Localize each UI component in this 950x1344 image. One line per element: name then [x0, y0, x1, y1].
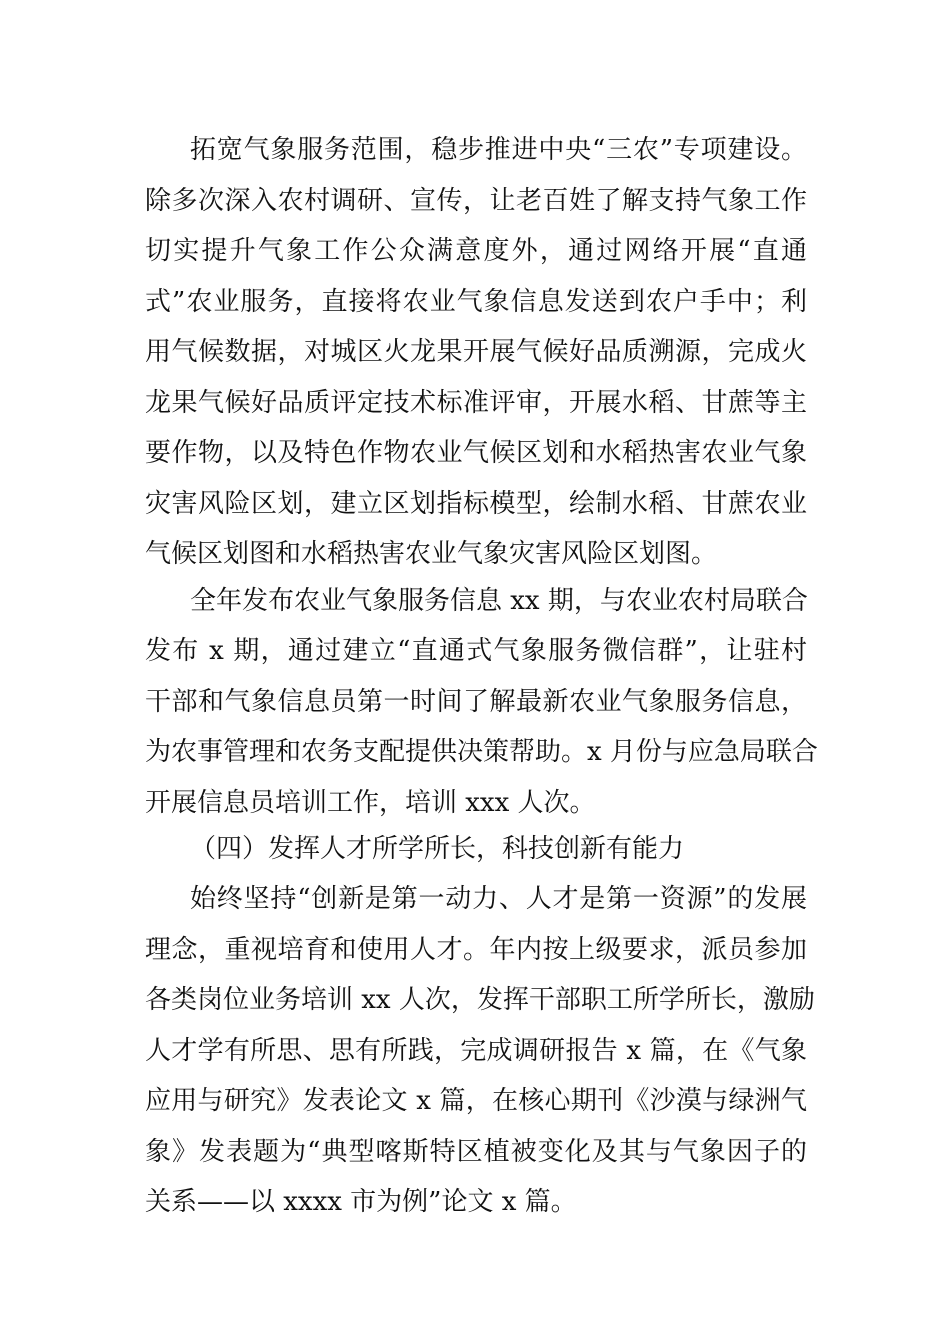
paragraph-2-line-5: 开展信息员培训工作，培训 xxx 人次。 — [145, 788, 596, 818]
paragraph-3-line-1: 始终坚持“创新是第一动力、人才是第一资源”的发展 — [190, 884, 807, 914]
paragraph-2-line-2: 发布 x 期，通过建立“直通式气象服务微信群”，让驻村 — [145, 636, 807, 666]
paragraph-1-line-3: 切实提升气象工作公众满意度外，通过网络开展“直通 — [145, 236, 807, 266]
paragraph-2-line-3: 干部和气象信息员第一时间了解最新农业气象服务信息， — [145, 687, 807, 717]
paragraph-1-line-5: 用气候数据，对城区火龙果开展气候好品质溯源，完成火 — [145, 337, 807, 367]
paragraph-2-line-1: 全年发布农业气象服务信息 xx 期，与农业农村局联合 — [190, 586, 808, 616]
paragraph-1-line-2: 除多次深入农村调研、宣传，让老百姓了解支持气象工作 — [145, 186, 807, 216]
paragraph-3-line-4: 人才学有所思、思有所践，完成调研报告 x 篇，在《气象 — [145, 1036, 807, 1066]
section-heading: （四）发挥人才所学所长，科技创新有能力 — [190, 834, 685, 864]
paragraph-3-line-7: 关系——以 xxxx 市为例”论文 x 篇。 — [145, 1187, 577, 1217]
paragraph-3-line-5: 应用与研究》发表论文 x 篇，在核心期刊《沙漠与绿洲气 — [145, 1086, 807, 1116]
paragraph-3-line-2: 理念，重视培育和使用人才。年内按上级要求，派员参加 — [145, 935, 807, 965]
paragraph-1-line-1: 拓宽气象服务范围，稳步推进中央“三农”专项建设。 — [190, 135, 807, 165]
paragraph-1-line-8: 灾害风险区划，建立区划指标模型，绘制水稻、甘蔗农业 — [145, 489, 807, 519]
paragraph-3-line-3: 各类岗位业务培训 xx 人次，发挥干部职工所学所长，激励 — [145, 985, 815, 1015]
paragraph-1-line-6: 龙果气候好品质评定技术标准评审，开展水稻、甘蔗等主 — [145, 388, 807, 418]
paragraph-1-line-7: 要作物，以及特色作物农业气候区划和水稻热害农业气象 — [145, 438, 807, 468]
paragraph-1-line-4: 式”农业服务，直接将农业气象信息发送到农户手中；利 — [145, 287, 807, 317]
paragraph-1-line-9: 气候区划图和水稻热害农业气象灾害风险区划图。 — [145, 539, 718, 569]
paragraph-2-line-4: 为农事管理和农务支配提供决策帮助。x 月份与应急局联合 — [145, 737, 818, 767]
paragraph-3-line-6: 象》发表题为“典型喀斯特区植被变化及其与气象因子的 — [145, 1137, 807, 1167]
